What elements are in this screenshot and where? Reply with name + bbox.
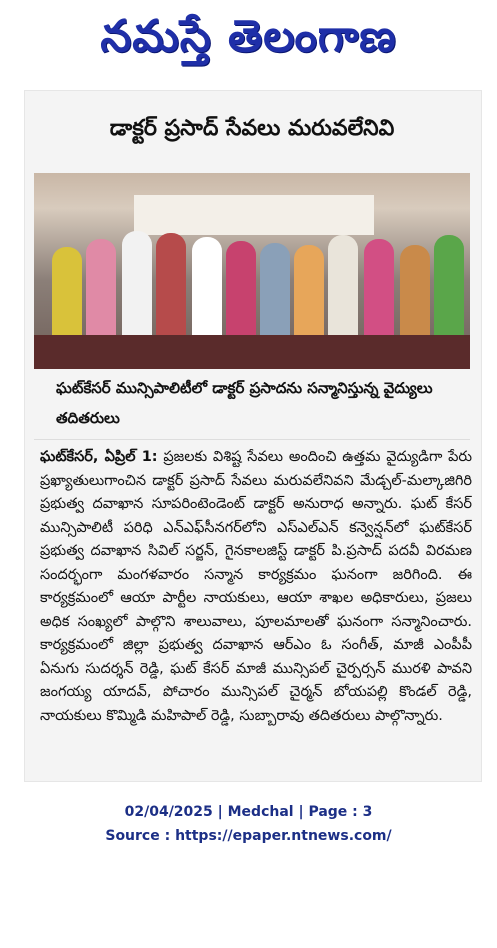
headline-text: డాక్టర్ ప్రసాద్ సేవలు మరువలేనివి — [109, 116, 395, 141]
page-footer — [0, 800, 497, 848]
article-photo — [34, 173, 470, 369]
footer-meta: 02/04/2025 | Medchal | Page : 3 — [124, 804, 373, 820]
masthead-title: నమస్తే తెలంగాణ — [100, 11, 397, 62]
article-headline — [24, 108, 480, 154]
article-body-text: ప్రజలకు విశిష్ట సేవలు అందించి ఉత్తమ వైద్యుడిగా పేరు ప్రఖ్యాతులుగాంచిన డాక్టర్ ప్రసాద్ సేవలు మరువలేనివని మేడ్చల్-మల్కాజిగిరి ప్రభుత్వ దవాఖాన సూపరింటెండెంట్ డాక్టర్ అనురాధ అన్నారు. ఘట్ కేసర్ మున్సిపాలిటీ పరిధి ఎన్‌ఎఫ్‌సీనగర్‌లోని ఎస్‌ఎల్‌ఎన్ కన్వెన్షన్‌లో ఘట్‌కేసర్ ప్రభుత్వ దవాఖాన సివిల్ సర్జన్, గైనకాలజిస్ట్ డాక్టర్ పి.ప్రసాద్ పదవీ విరమణ సందర్భంగా మంగళవారం సన్మాన కార్యక్రమం ఘనంగా జరిగింది. ఈ కార్యక్రమంలో ఆయా పార్టీల నాయకులు, ఆయా శాఖల అధికారులు, ప్రజలు అధిక సంఖ్యలో పాల్గొని శాలువాలు, పూలమాలతో ఘనంగా సన్మానించారు. కార్యక్రమంలో జిల్లా ప్రభుత్వ దవాఖాన ఆర్‌ఎం ఓ సంగీత్, మాజీ ఎంపీపీ ఏనుగు సుదర్శన్ రెడ్డి, ఘట్ కేసర్ మాజీ మున్సిపల్ చైర్పర్సన్ మురళి పావని జంగయ్య యాదవ్, పోచారం మున్సిపల్ చైర్మన్ బోయపల్లి కొండల్ రెడ్డి, నాయకులు కొమ్మిడి మహిపాల్ రెడ్డి, సుబ్బారావు తదితరులు పాల్గొన్నారు. — [40, 449, 473, 724]
photo-caption — [34, 369, 470, 440]
article-paragraph — [40, 446, 472, 728]
article-body — [40, 446, 472, 776]
stage-banner — [134, 195, 374, 235]
stage-floor — [34, 335, 470, 369]
footer-source: Source : https://epaper.ntnews.com/ — [105, 828, 392, 844]
article-dateline: ఘట్‌కేసర్, ఏప్రిల్ 1: — [40, 449, 158, 465]
photo-caption-text: ఘట్‌కేసర్ మున్సిపాలిటీలో డాక్టర్ ప్రసాదను సన్మానిస్తున్న వైద్యులు తదితరులు — [56, 379, 433, 427]
masthead-logo — [0, 0, 497, 84]
